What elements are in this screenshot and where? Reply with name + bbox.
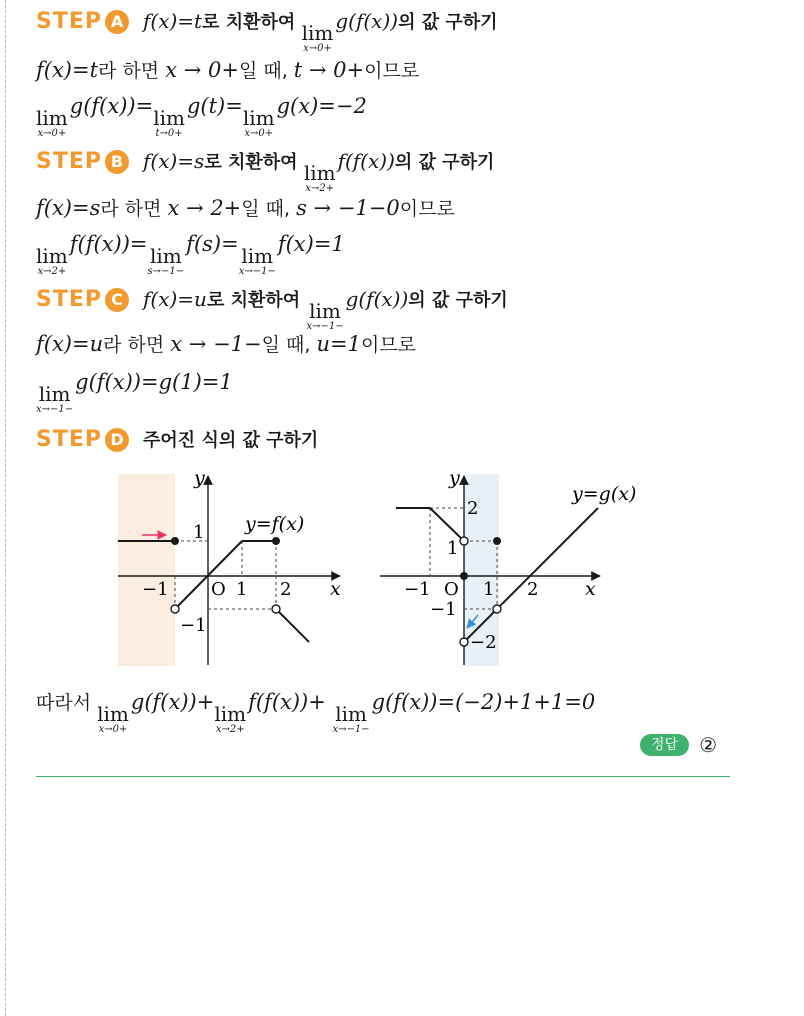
lim-operator: lim x→−1− — [306, 299, 344, 332]
step-a-line-1: f(x)=t라 하면 x → 0+일 때, t → 0+이므로 — [36, 58, 420, 82]
y-axis-label: y — [194, 467, 205, 489]
section-divider — [36, 776, 730, 777]
step-c-line-2: lim x→−1− g(f(x))=g(1)=1 — [36, 370, 233, 415]
x-axis-label: x — [330, 578, 341, 600]
step-d-heading: STEP D 주어진 식의 값 구하기 — [36, 427, 319, 452]
tick-label: 1 — [236, 579, 248, 600]
step-word: STEP — [36, 9, 103, 34]
graph-g-label: y=g(x) — [572, 483, 637, 505]
open-point — [171, 605, 179, 613]
tick-label: −1 — [180, 615, 207, 636]
graph-f-label: y=f(x) — [245, 513, 305, 535]
closed-point — [460, 572, 468, 580]
tick-label: −1 — [142, 579, 169, 600]
lim-operator: lim x→−1− — [36, 382, 74, 415]
lim-operator: lim x→0+ — [36, 106, 68, 139]
tick-label: 1 — [193, 522, 205, 543]
tick-label: 2 — [467, 498, 479, 519]
lim-operator: lim x→0+ — [242, 106, 275, 139]
title-math: f(x)=t — [143, 9, 203, 33]
step-b-line-2: lim x→2+ f(f(x))= lim s→−1− f(s)= lim x→−1− f(x)=1 — [36, 232, 345, 277]
answer-value: ② — [699, 733, 717, 757]
step-c-heading: STEP C f(x)=u로 치환하여 lim x→−1− g(f(x))의 값 구하기 — [36, 287, 508, 332]
graph-area — [0, 460, 804, 675]
step-title: f(x)=u로 치환하여 lim x→−1− g(f(x))의 값 구하기 — [143, 287, 508, 332]
step-a-badge-icon: A — [105, 10, 129, 34]
step-b-badge-icon: B — [105, 150, 129, 174]
origin-label: O — [444, 579, 459, 600]
shade-region — [118, 474, 175, 666]
title-end: 의 값 구하기 — [398, 12, 498, 33]
step-d-badge-icon: D — [105, 428, 129, 452]
origin-label: O — [211, 579, 226, 600]
tick-label: −1 — [404, 579, 431, 600]
answer-row — [640, 733, 717, 757]
lim-operator: lim t→0+ — [153, 106, 185, 139]
lim-operator: lim x→−1− — [238, 244, 276, 277]
open-point — [272, 605, 280, 613]
step-a-line-2: lim x→0+ g(f(x))= lim t→0+ g(t)= lim x→0+ g(x)=−2 — [36, 94, 367, 139]
lim-operator: lim x→2+ — [303, 161, 336, 194]
tick-label: 1 — [483, 579, 495, 600]
closed-point — [493, 537, 501, 545]
lim-operator: lim x→0+ — [301, 21, 334, 54]
lim-operator: lim x→2+ — [36, 244, 68, 277]
graph-g — [380, 467, 636, 666]
step-a-heading — [36, 8, 774, 54]
x-axis-label: x — [585, 578, 596, 600]
answer-badge: 정답 — [640, 734, 689, 756]
y-axis-label: y — [449, 467, 460, 489]
title-kr: 로 치환하여 — [202, 12, 302, 33]
step-title: 주어진 식의 값 구하기 — [143, 430, 319, 451]
closed-point — [171, 537, 179, 545]
step-b-heading: STEP B f(x)=s로 치환하여 lim x→2+ f(f(x))의 값 구하기 — [36, 149, 495, 194]
open-point — [460, 638, 468, 646]
tick-label: 2 — [280, 579, 292, 600]
step-title: f(x)=s로 치환하여 lim x→2+ f(f(x))의 값 구하기 — [143, 149, 495, 194]
lim-operator: lim x→2+ — [214, 702, 247, 735]
step-title — [143, 8, 498, 54]
tick-label: 1 — [447, 538, 459, 559]
step-b-line-1: f(x)=s라 하면 x → 2+일 때, s → −1−0이므로 — [36, 196, 455, 220]
step-c-line-1: f(x)=u라 하면 x → −1−일 때, u=1이므로 — [36, 332, 416, 356]
graph-f — [118, 467, 341, 666]
tick-label: −2 — [470, 632, 497, 653]
open-point — [460, 537, 468, 545]
tick-label: −1 — [430, 599, 457, 620]
step-c-badge-icon: C — [105, 288, 129, 312]
closed-point — [272, 537, 280, 545]
lim-operator: lim x→0+ — [97, 702, 129, 735]
lim-operator: lim x→−1− — [332, 702, 370, 735]
open-point — [493, 605, 501, 613]
final-line: 따라서 lim x→0+ g(f(x))+ lim x→2+ f(f(x))+ lim x→−1− g(f(x))=(−2)+1+1=0 — [36, 690, 596, 735]
lim-operator: lim s→−1− — [147, 244, 185, 277]
tick-label: 2 — [527, 579, 539, 600]
title-expr: g(f(x)) — [335, 9, 399, 33]
